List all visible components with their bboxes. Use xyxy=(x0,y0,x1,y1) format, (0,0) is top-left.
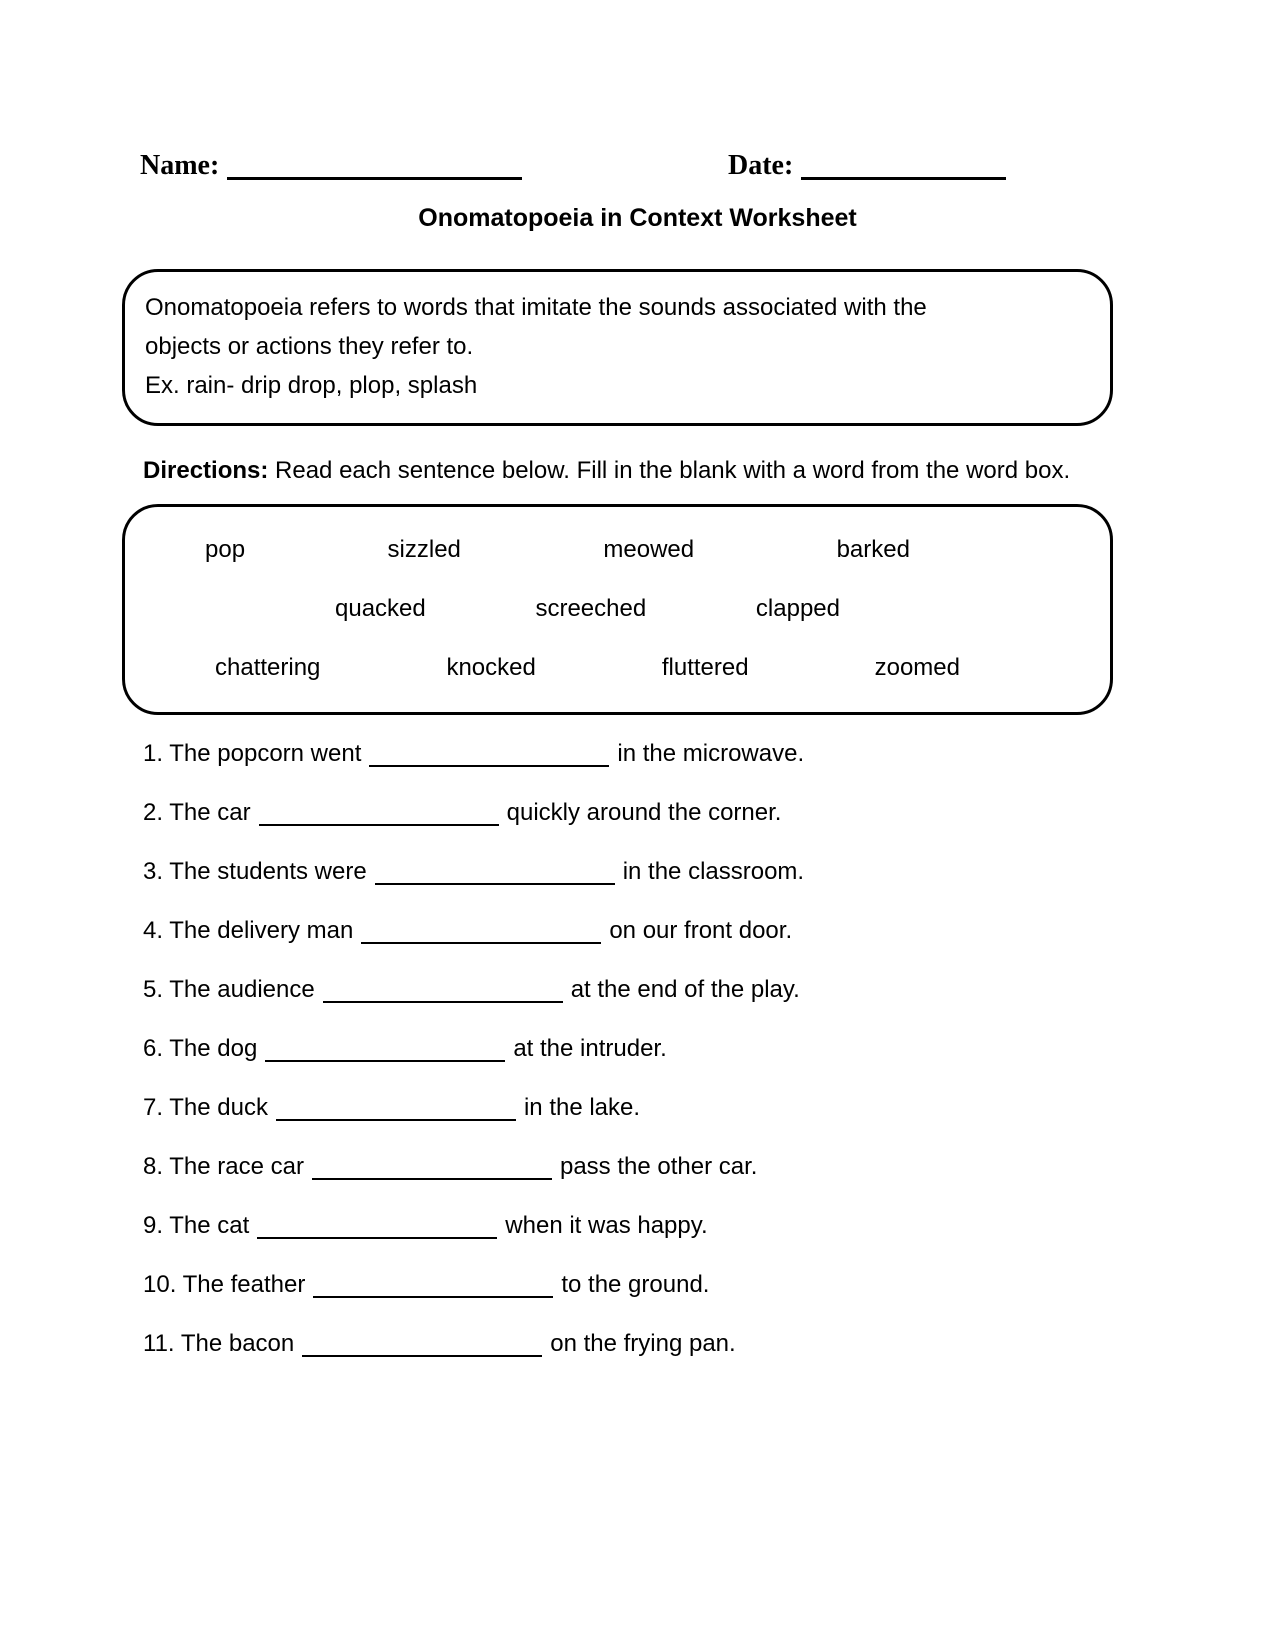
answer-blank[interactable] xyxy=(312,1156,552,1180)
definition-text: Onomatopoeia refers to words that imitate the sounds associated with the objects or actions they refer to. xyxy=(145,294,927,360)
question-row xyxy=(143,916,1155,945)
question-text-post: at the intruder. xyxy=(513,1035,667,1062)
word-box xyxy=(122,504,1113,715)
question-row xyxy=(143,1211,1155,1240)
answer-blank[interactable] xyxy=(313,1274,553,1298)
date-label: Date: xyxy=(728,150,794,181)
answer-blank[interactable] xyxy=(265,1038,505,1062)
question-row xyxy=(143,1329,1155,1358)
word-bank-item: zoomed xyxy=(874,654,960,681)
question-text-post: on our front door. xyxy=(609,917,793,944)
question-row xyxy=(143,1093,1155,1122)
answer-blank[interactable] xyxy=(259,802,499,826)
answer-blank[interactable] xyxy=(257,1215,497,1239)
answer-blank[interactable] xyxy=(302,1333,542,1357)
question-text-pre: 7. The duck xyxy=(143,1094,268,1121)
question-row xyxy=(143,1270,1155,1299)
word-bank-item: meowed xyxy=(603,536,695,563)
directions xyxy=(143,452,1125,490)
word-bank-item: fluttered xyxy=(661,654,749,681)
question-text-post: quickly around the corner. xyxy=(506,799,782,826)
question-row xyxy=(143,857,1155,886)
answer-blank[interactable] xyxy=(369,743,609,767)
question-text-pre: 8. The race car xyxy=(143,1153,304,1180)
word-bank-item: screeched xyxy=(535,595,647,622)
word-bank-item: quacked xyxy=(335,595,426,622)
question-text-pre: 1. The popcorn went xyxy=(143,740,362,767)
question-row xyxy=(143,798,1155,827)
question-text-post: in the lake. xyxy=(523,1094,641,1121)
question-text-pre: 4. The delivery man xyxy=(143,917,354,944)
word-box-row xyxy=(125,535,1110,564)
question-text-post: at the end of the play. xyxy=(570,976,800,1003)
question-row xyxy=(143,739,1155,768)
word-bank-item: barked xyxy=(836,536,910,563)
word-bank-item: sizzled xyxy=(387,536,461,563)
directions-label: Directions: xyxy=(143,457,269,484)
question-text-post: in the microwave. xyxy=(617,740,805,767)
date-input-line[interactable] xyxy=(801,164,1006,180)
question-row xyxy=(143,975,1155,1004)
question-text-post: pass the other car. xyxy=(559,1153,758,1180)
question-text-pre: 10. The feather xyxy=(143,1271,306,1298)
word-bank-item: chattering xyxy=(215,654,321,681)
answer-blank[interactable] xyxy=(361,920,601,944)
answer-blank[interactable] xyxy=(276,1097,516,1121)
question-text-post: when it was happy. xyxy=(505,1212,708,1239)
question-text-pre: 2. The car xyxy=(143,799,251,826)
question-text-post: to the ground. xyxy=(561,1271,710,1298)
definition-box xyxy=(122,269,1113,426)
date-field xyxy=(728,150,1006,182)
word-bank-item: clapped xyxy=(755,595,840,622)
header xyxy=(140,0,1095,182)
page-title: Onomatopoeia in Context Worksheet xyxy=(418,204,857,232)
question-row xyxy=(143,1034,1155,1063)
directions-text: Read each sentence below. Fill in the blank with a word from the word box. xyxy=(275,457,1071,484)
question-list xyxy=(143,739,1155,1358)
question-text-pre: 11. The bacon xyxy=(143,1330,295,1357)
name-field xyxy=(140,150,728,182)
question-text-pre: 9. The cat xyxy=(143,1212,250,1239)
name-label: Name: xyxy=(140,150,220,181)
question-text-post: on the frying pan. xyxy=(550,1330,736,1357)
question-row xyxy=(143,1152,1155,1181)
question-text-pre: 6. The dog xyxy=(143,1035,258,1062)
question-text-pre: 5. The audience xyxy=(143,976,315,1003)
word-box-row xyxy=(125,594,1110,623)
word-bank-item: pop xyxy=(205,536,246,563)
answer-blank[interactable] xyxy=(375,861,615,885)
question-text-pre: 3. The students were xyxy=(143,858,367,885)
question-text-post: in the classroom. xyxy=(622,858,805,885)
word-box-row xyxy=(125,653,1110,682)
name-input-line[interactable] xyxy=(227,164,522,180)
word-bank-item: knocked xyxy=(446,654,536,681)
definition-example: Ex. rain- drip drop, plop, splash xyxy=(145,372,478,399)
answer-blank[interactable] xyxy=(323,979,563,1003)
